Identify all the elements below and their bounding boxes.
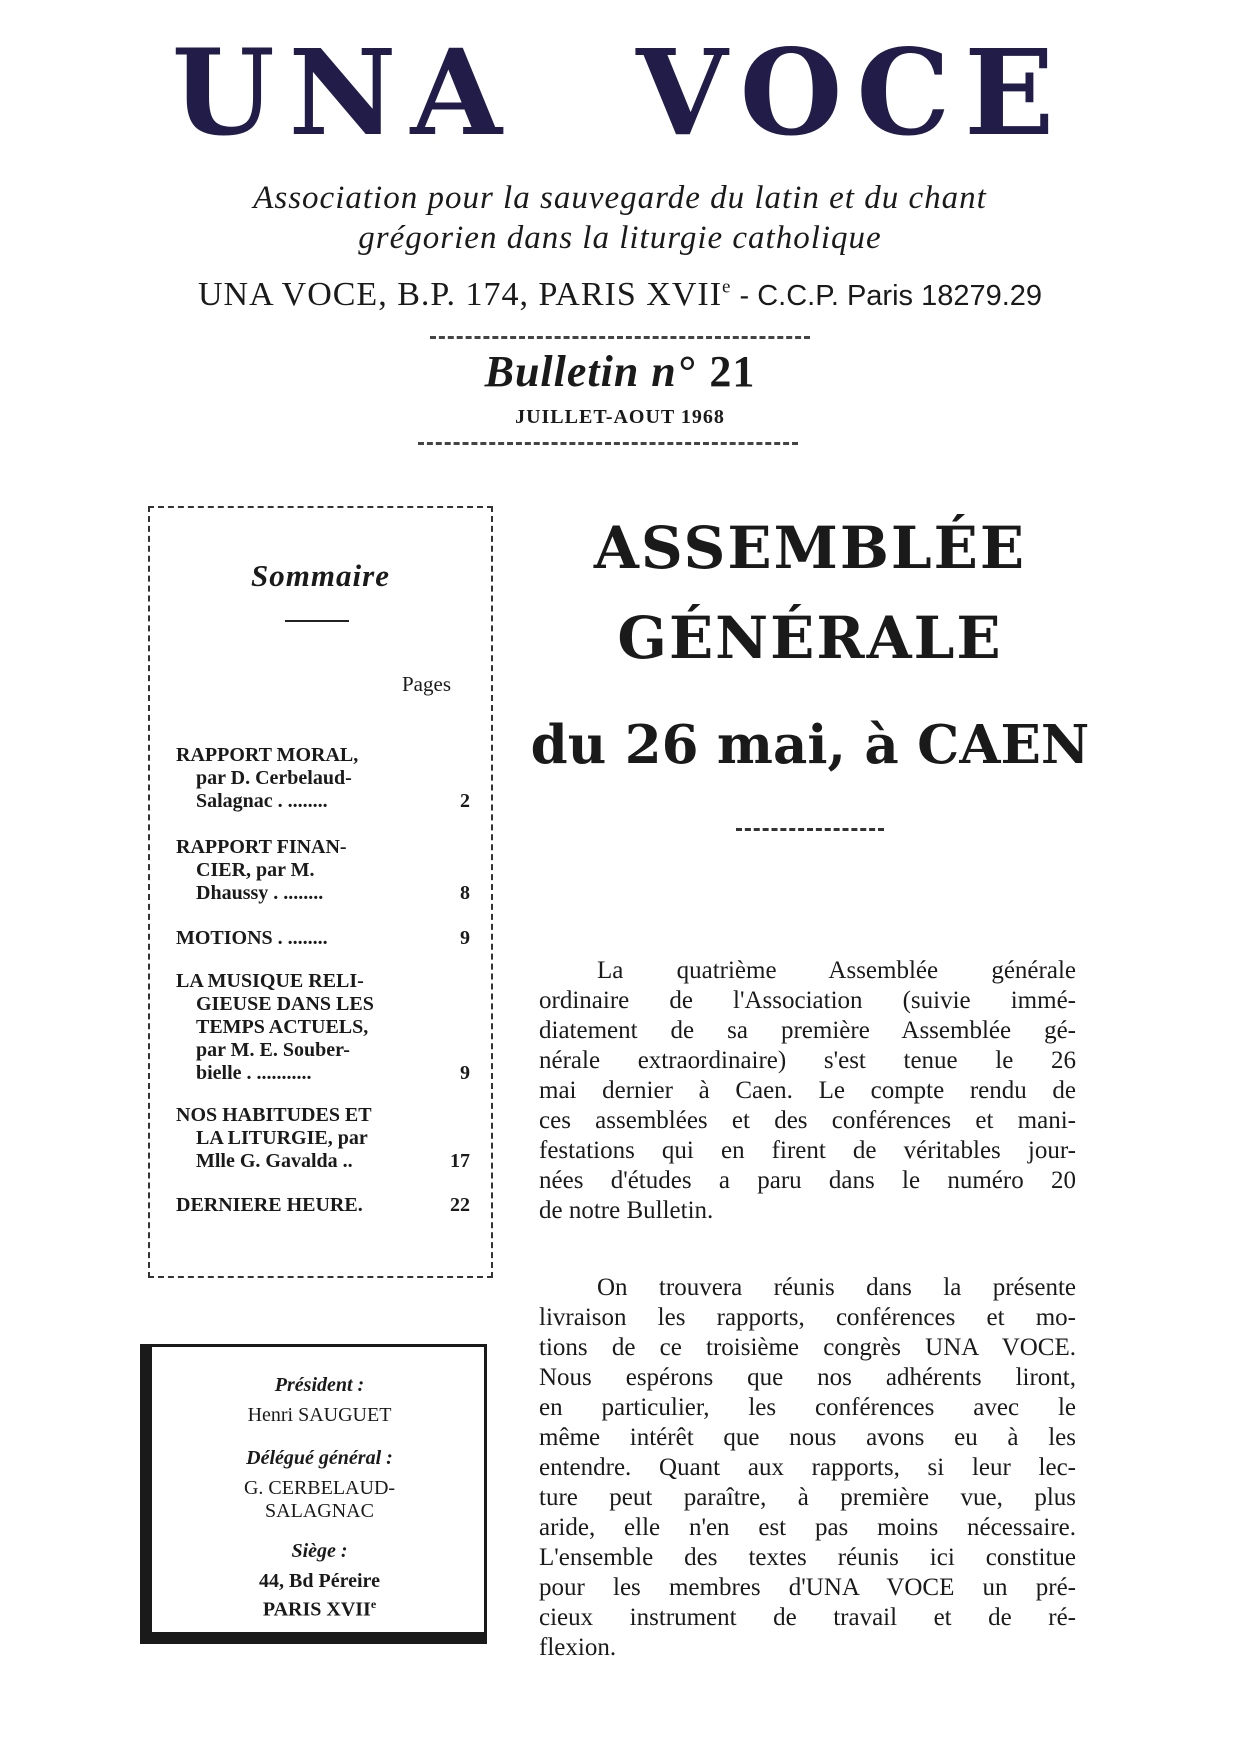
issue-date: JUILLET-AOUT 1968 [515,406,725,428]
toc-entry-title: NOS HABITUDES ET [176,1104,372,1126]
headline-line-1: ASSEMBLÉE [593,514,1027,582]
toc-entry-sub: LA LITURGIE, par [196,1127,368,1149]
toc-entry-sub: CIER, par M. [196,859,315,881]
toc-entry-musique-religieuse[interactable] [176,970,470,1085]
seat-label: Siège : [291,1540,348,1562]
toc-entry-sub: Mlle G. Gavalda .. [196,1150,353,1172]
pages-label: Pages [402,672,451,696]
body-line: ture peut paraître, à première vue, plus [539,1484,1076,1511]
toc-entry-title: LA MUSIQUE RELI- [176,970,364,992]
body-paragraph-1 [539,956,1076,1226]
toc-entry-sub: Salagnac . ........ [196,790,328,812]
toc-entry-title: DERNIERE HEURE. [176,1194,363,1216]
headline-line-2: GÉNÉRALE [617,604,1003,672]
toc-entry-sub: TEMPS ACTUELS, [196,1016,369,1038]
delegate-name-line-2: SALAGNAC [265,1500,374,1522]
toc-entry-sub: Dhaussy . ........ [196,882,324,904]
body-line: ordinaire de l'Association (suivie immé- [539,987,1076,1014]
body-line: La quatrième Assemblée générale [597,957,1076,984]
headline-rule [736,828,884,831]
masthead-word-1: UNA [171,23,517,162]
body-line: entendre. Quant aux rapports, si leur lec- [539,1454,1076,1481]
toc-entry-page: 22 [450,1194,470,1216]
seat-address-line-2 [152,1593,487,1622]
toc-entry-sub: GIEUSE DANS LES [196,993,374,1015]
toc-entry-sub: par D. Cerbelaud- [196,767,352,789]
seat-address-superscript: e [370,1597,377,1611]
body-line: Nous espérons que nos adhérents liront, [539,1364,1076,1391]
toc-entry-rapport-moral[interactable] [176,744,470,813]
body-line: festations qui en firent de véritables jour- [539,1137,1076,1164]
body-line: pour les membres d'UNA VOCE un pré- [539,1574,1076,1601]
postal-address [0,276,1240,314]
toc-entry-derniere-heure[interactable] [176,1194,470,1217]
sommaire-title: Sommaire [251,558,390,593]
delegate-label: Délégué général : [246,1447,393,1469]
masthead-word-2: VOCE [636,23,1069,162]
toc-entry-page: 9 [460,1062,470,1084]
seat-address-line-1: 44, Bd Péreire [259,1570,380,1592]
body-line: nérale extraordinaire) s'est tenue le 26 [539,1047,1076,1074]
bulletin-number-value: 21 [709,347,756,396]
body-line: même intérêt que nous avons eu à les [539,1424,1076,1451]
rule-top [430,336,810,339]
association-subtitle [0,178,1240,258]
toc-entry-page: 17 [450,1150,470,1172]
association-line-2: grégorien dans la liturgie catholique [358,220,882,256]
body-line: ces assemblées et des conférences et mani- [539,1107,1076,1134]
body-line: mai dernier à Caen. Le compte rendu de [539,1077,1076,1104]
toc-entry-page: 2 [460,790,470,812]
toc-entry-sub: par M. E. Souber- [196,1039,350,1061]
body-line: de notre Bulletin. [539,1197,714,1224]
masthead-title [0,18,1240,168]
address-superscript: e [722,276,732,298]
toc-entry-title: MOTIONS . ........ [176,927,328,949]
toc-entry-page: 8 [460,882,470,904]
body-line: On trouvera réunis dans la présente [597,1274,1076,1301]
sommaire-divider [285,620,349,622]
headline-line-3: du 26 mai, à CAEN [530,714,1090,776]
toc-entry-sub: bielle . ........... [196,1062,312,1084]
bulletin-number [0,346,1240,397]
address-main: UNA VOCE, B.P. 174, PARIS XVII [197,276,723,313]
bulletin-label: Bulletin n° [484,347,696,396]
president-label: Président : [274,1374,365,1396]
association-line-1: Association pour la sauvegarde du latin et du chant [253,180,987,216]
body-line: diatement de sa première Assemblée gé- [539,1017,1076,1044]
body-line: aride, elle n'en est pas moins nécessaire. [539,1514,1076,1541]
body-line: L'ensemble des textes réunis ici constitue [539,1544,1076,1571]
body-line: livraison les rapports, conférences et mo- [539,1304,1076,1331]
president-name: Henri SAUGUET [247,1404,392,1426]
toc-entry-title: RAPPORT FINAN- [176,836,347,858]
body-line: flexion. [539,1634,617,1661]
body-line: nées d'études a paru dans le numéro 20 [539,1167,1076,1194]
toc-entry-habitudes-liturgie[interactable] [176,1104,470,1173]
address-ccp: - C.C.P. Paris 18279.29 [731,280,1043,312]
toc-entry-rapport-financier[interactable] [176,836,470,905]
body-line: tions de ce troisième congrès UNA VOCE. [539,1334,1076,1361]
body-line: cieux instrument de travail et de ré- [539,1604,1076,1631]
delegate-name-line-1: G. CERBELAUD- [243,1477,396,1499]
toc-entry-page: 9 [460,927,470,949]
toc-entry-motions[interactable] [176,927,470,950]
body-paragraph-2 [539,1273,1076,1663]
toc-entry-title: RAPPORT MORAL, [176,744,359,766]
body-line: en particulier, les conférences avec le [539,1394,1076,1421]
rule-bottom [418,442,798,445]
seat-address-city: PARIS XVII [262,1598,371,1621]
